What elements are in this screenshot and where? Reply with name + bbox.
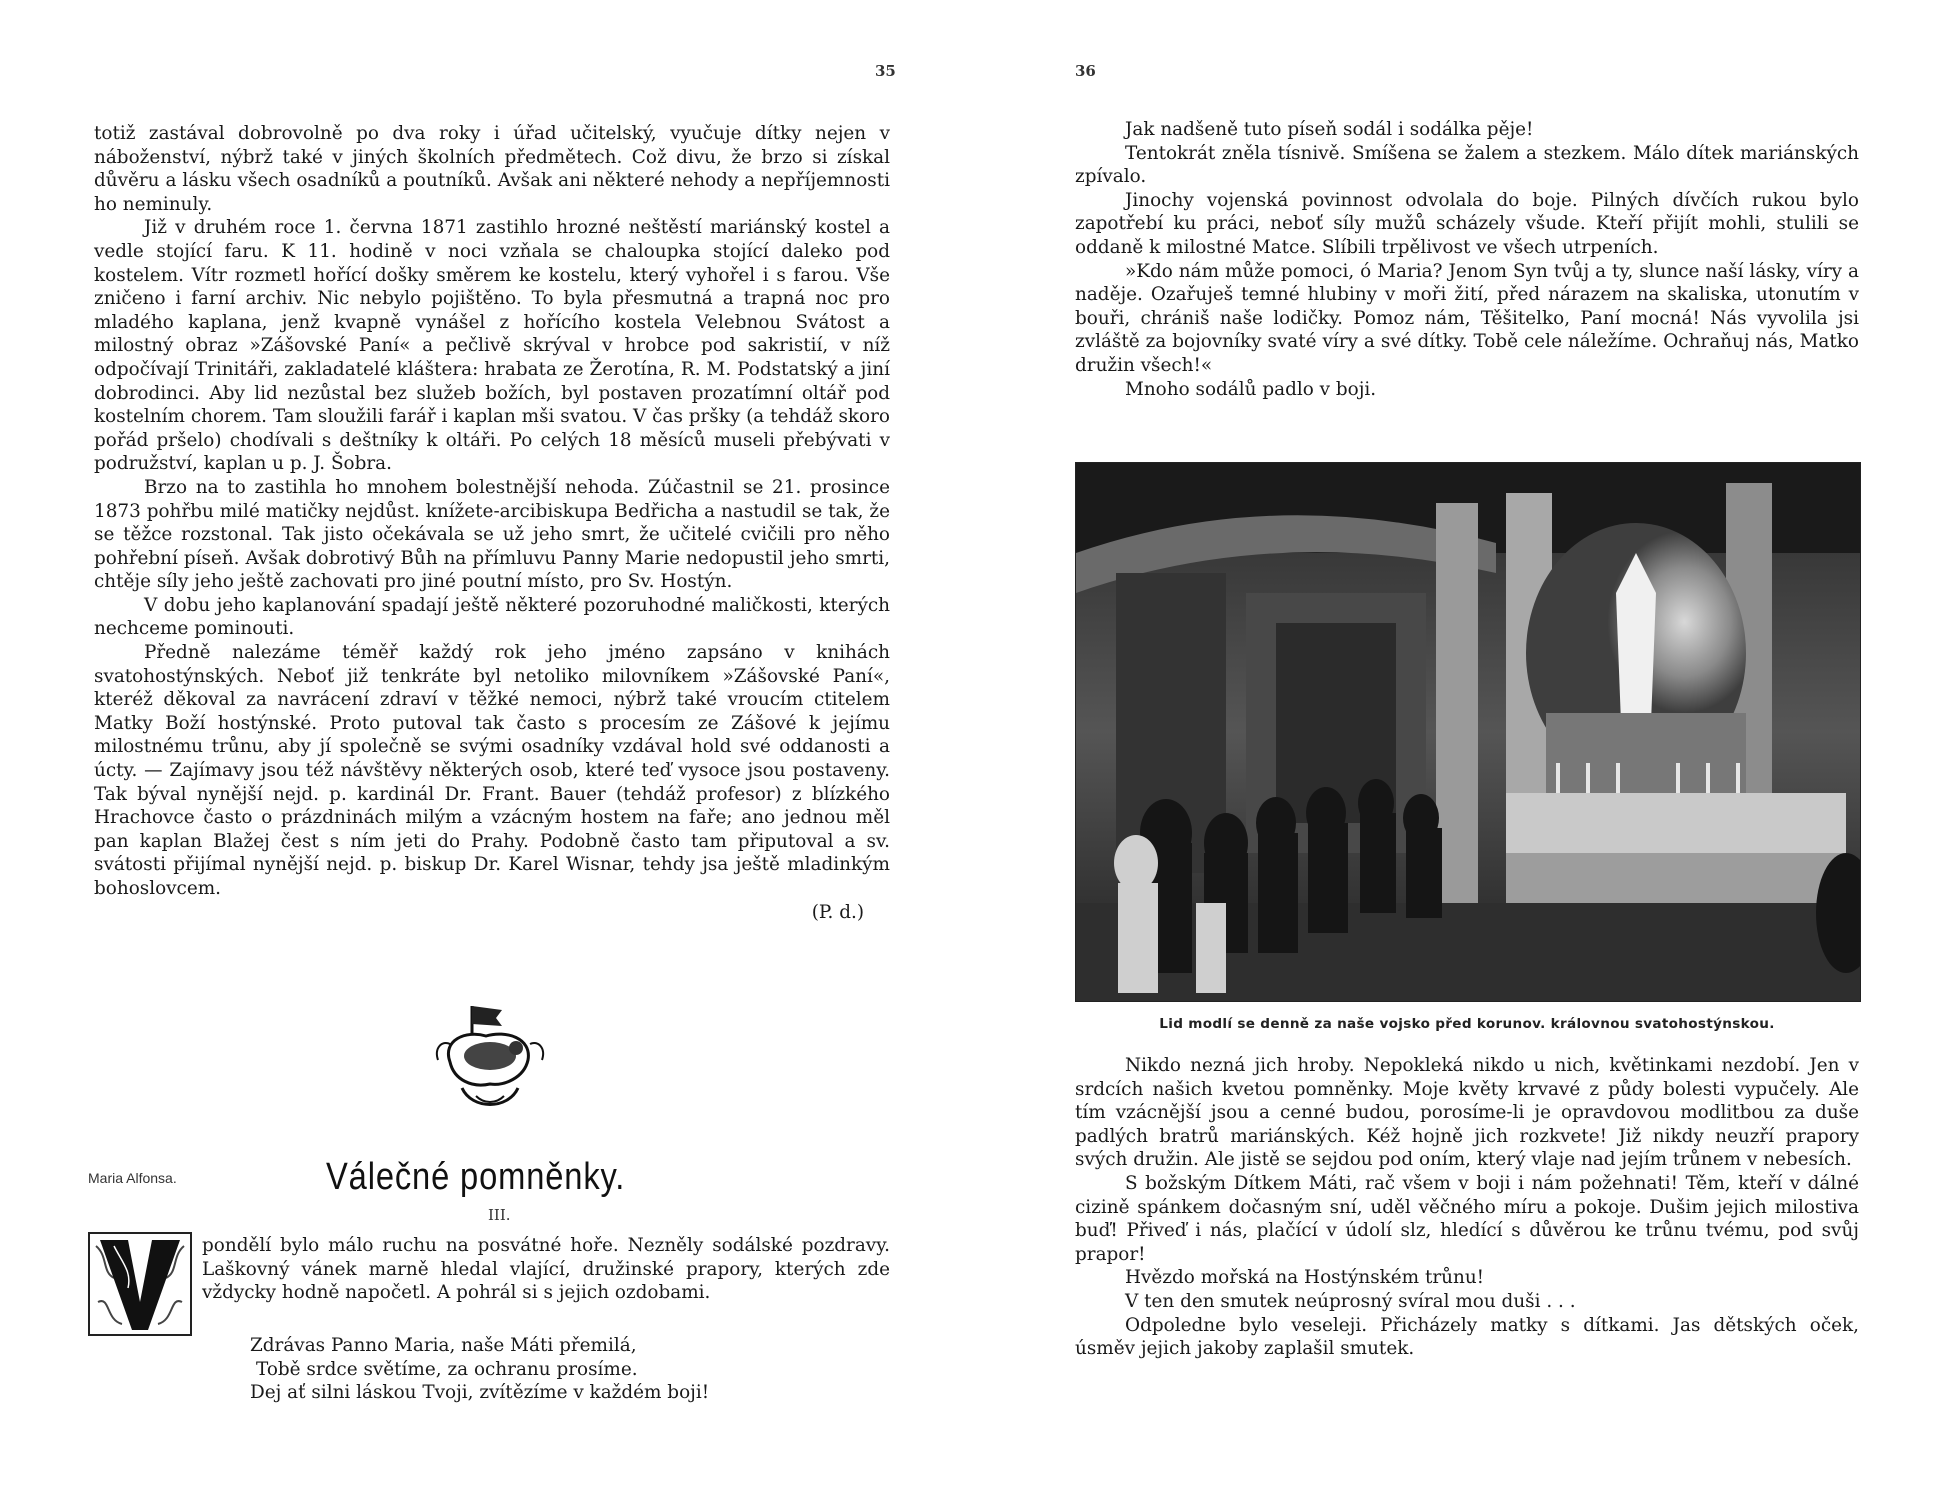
paragraph: Odpoledne bylo veseleji. Přicházely matky s dítkami. Jas dětských oček, úsměv jejich jakoby zaplašil smutek. (1075, 1314, 1859, 1360)
paragraph: »Kdo nám může pomoci, ó Maria? Jenom Syn tvůj a ty, slunce naší lásky, víry a naděje. Ozařuješ temné hlubiny v moři žití, před nárazem na skaliska, utonutím v bouři, chrániš naše lodičky. Pomoz nám, Těšitelko, Paní mocná! Nás vyvolila jsi zvláště za bojovníky svaté víry a své dítky. Tobě cele náležíme. Ochraňuj nás, Matko družin všech!« (1075, 260, 1859, 376)
paragraph: Tentokrát zněla tísnivě. Smíšena se žalem a stezkem. Málo dítek mariánských zpívalo. (1075, 142, 1859, 188)
paragraph: Jinochy vojenská povinnost odvolala do boje. Pilných dívčích rukou bylo zapotřebí ku práci, neboť síly mužů scházely všude. Kteří přijít mohli, stulili se oddaně k milostné Matce. Slíbili trpělivost ve všech utrpeních. (1075, 189, 1859, 258)
dropcap-initial (88, 1232, 192, 1336)
dropcap-paragraph-block (202, 1234, 890, 1305)
paragraph: Nikdo nezná jich hroby. Nepokleká nikdo u nich, květinkami nezdobí. Jen v srdcích našich kvetou pomněnky. Moje květy krvavé z půdy bolesti vypučely. Ale tím vzácnější jsou a cenné budou, porosíme-li je opravdovou modlitbou za duše padlých bratrů mariánských. Kéž hojně jich rozkvete! Již nikdy neuzří prapory svých družin. Ale jistě se sejdou pod oním, který vlaje nad jejím trůnem v nebesích. (1075, 1055, 1859, 1171)
paragraph: S božským Dítkem Máti, rač všem v boji i nám požehnati! Těm, kteří v dálné cizině spánkem dočasným sní, uděl věčného míru a pokoje. Dušim jejich milostiva buď! Přiveď i nás, plačící v údolí slz, hledící s důvěrou ke trůnu tvému, pod svůj prapor! (1075, 1172, 1859, 1265)
paragraph: Předně nalezáme téměř každý rok jeho jméno zapsáno v knihách svatohostýnských. Neboť již tenkráte byl netoliko milovníkem »Zášovské Paní«, kteréž děkoval za navrácení zdraví v těžké nemoci, nýbrž také vroucím ctitelem Matky Boží hostýnské. Proto putoval tak často s procesím ze Zášové k jejímu milostnému trůnu, aby jí společně se svými osadníky vzdával hold své oddanosti a úcty. — Zajímavy jsou též návštěvy některých osob, které teď vysoce jsou postaveny. Tak býval nynější nejd. p. kardinál Dr. Frant. Bauer (tehdáž profesor) z blízkého Hrachovce často o prázdninách milým a vzácným hostem na faře; ano jednou měl pan kaplan Blažej čest s ním jeti do Prahy. Podobně často tam připutoval a sv. svátosti přijímal nynější nejd. p. biskup Dr. Karel Wisnar, tehdy jsa ještě mladinkým bohoslovcem. (94, 642, 890, 899)
poem-line: Tobě srdce světíme, za ochranu prosíme. (256, 1358, 638, 1380)
paragraph: Hvězdo mořská na Hostýnském trůnu! (1125, 1267, 1485, 1289)
paragraph: V ten den smutek neúprosný svíral mou duši . . . (1125, 1290, 1576, 1312)
poem-line: Dej ať silni láskou Tvoji, zvítězíme v každém boji! (250, 1382, 710, 1404)
church-altar-photo (1075, 462, 1861, 1002)
paragraph: pondělí bylo málo ruchu na posvátné hoře. Nezněly sodálské pozdravy. Laškovný vánek marně hledal vlající, družinské prapory, kterých zde vždycky hodně napočetl. A pohrál si s jejich ozdobami. (202, 1235, 890, 1304)
left-article-body (94, 122, 890, 924)
signoff-row (94, 901, 890, 925)
page-number-left: 35 (875, 62, 896, 80)
paragraph: totiž zastával dobrovolně po dva roky i úřad učitelský, vyučuje dítky nejen v náboženství, nýbrž také v jiných školních předmětech. Což divu, že brzo si získal důvěru a lásku všech osadníků a poutníků. Avšak ani některé nehody a nepříjemnosti ho neminuly. (94, 123, 890, 215)
lamb-emblem-ornament (432, 1000, 548, 1120)
paragraph: Brzo na to zastihla ho mnohem bolestnější nehoda. Zúčastnil se 21. prosince 1873 pohřbu milé matičky nejdůst. knížete-arcibiskupa Bedřicha a nastudil se tak, že se těžce rozstonal. Tak jisto očekávala se už jeho smrt, že učitelé cvičili pro něho pohřební píseň. Avšak dobrotivý Bůh na přímluvu Panny Marie nedopustil jeho smrti, chtěje síly jeho ještě zachovati pro jiné poutní místo, pro Sv. Hostýn. (94, 476, 890, 593)
poem-verse (250, 1334, 709, 1405)
paragraph: Jak nadšeně tuto píseň sodál i sodálka pěje! (1125, 119, 1534, 140)
paragraph: Již v druhém roce 1. června 1871 zastihlo hrozné neštěstí mariánský kostel a vedle stojící faru. K 11. hodině v noci vzňala se chaloupka stojící daleko pod kostelem. Vítr rozmetl hořící došky směrem ke kostelu, který vyhořel i s farou. Vše zničeno i farní archiv. Nic nebylo pojištěno. To byla přesmutná a trapná noc pro mladého kaplana, jenž kvapně vynášel z hořícího kostela Velebnou Svátost a milostný obraz »Zášovské Paní« a pečlivě skrýval v hrobce pod sakristií, v níž odpočívají Trinitáři, zakladatelé kláštera: hrabata ze Žerotína, R. M. Podstatský a jiní dobrodinci. Aby lid nezůstal bez služeb božích, byl postaven prozatímní oltář pod kostelním chorem. Tam sloužili farář i kaplan mši svatou. V čas pršky (a tehdáž skoro pořád pršelo) chodívali s deštníky k oltáři. Po celých 18 měsíců museli přebývati v podružství, kaplan u p. J. Šobra. (94, 217, 890, 475)
author-name: Maria Alfonsa. (88, 1170, 177, 1186)
page-number-right: 36 (1075, 62, 1096, 80)
right-article-bottom (1075, 1054, 1859, 1361)
paragraph: Mnoho sodálů padlo v boji. (1125, 378, 1377, 400)
section-number: III. (488, 1206, 511, 1224)
photo-caption: Lid modlí se denně za naše vojsko před korunov. královnou svatohostýnskou. (1159, 1016, 1775, 1032)
article-title: Válečné pomněnky. (326, 1156, 626, 1198)
paragraph: V dobu jeho kaplanování spadají ještě některé pozoruhodné maličkosti, kterých nechceme pominouti. (94, 594, 890, 640)
poem-line: Zdrávas Panno Maria, naše Máti přemilá, (250, 1335, 637, 1356)
signoff: (P. d.) (811, 901, 864, 923)
right-article-top (1075, 118, 1859, 401)
